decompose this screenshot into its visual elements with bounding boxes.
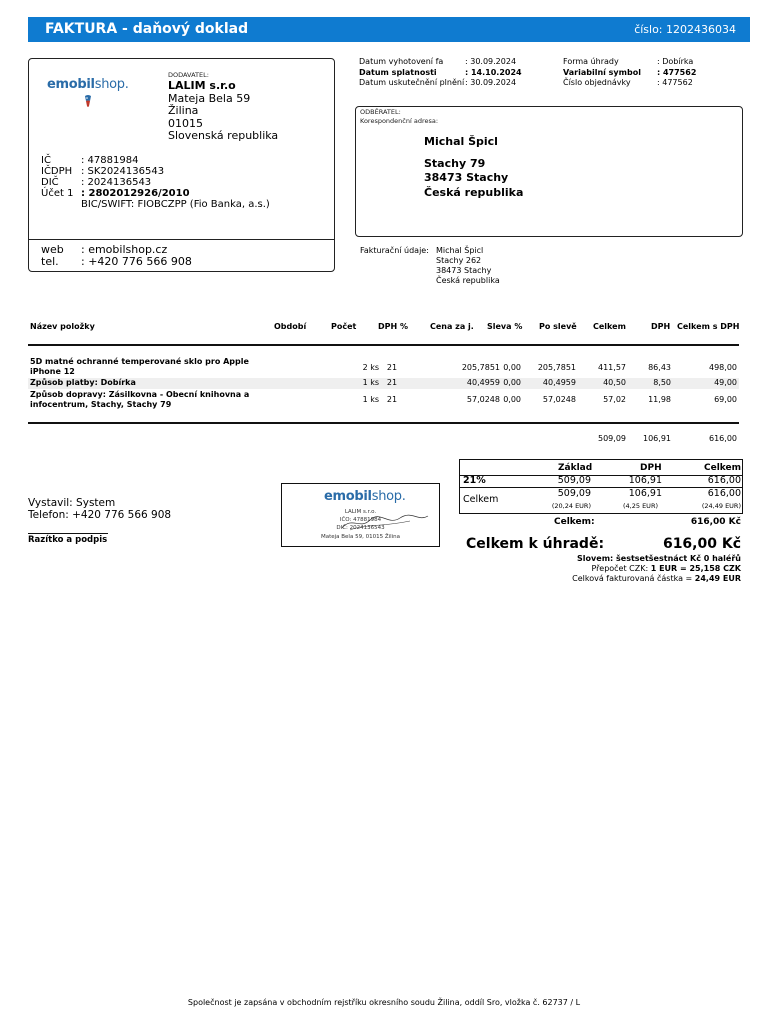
item-vat: 21 xyxy=(386,395,398,404)
table-bottom-rule xyxy=(28,422,739,424)
table-row xyxy=(28,378,739,389)
vat-sum-label: Celkem xyxy=(463,494,499,505)
sum-total: 509,09 xyxy=(598,434,626,443)
col-discount: Sleva % xyxy=(487,322,523,331)
date-row: Datum uskutečnění plnění: 30.09.2024 xyxy=(359,78,517,87)
customer-city: 38473 Stachy xyxy=(424,171,509,184)
sum-dph: 106,91 xyxy=(643,434,671,443)
invoice-title: FAKTURA - daňový doklad xyxy=(45,21,249,37)
logo-wordmark: emobilshop. xyxy=(47,77,129,92)
col-after: Po slevě xyxy=(539,322,577,331)
item-qty: 1 ks xyxy=(362,395,379,404)
exchange-rate: Přepočet CZK: 1 EUR = 25,158 CZK xyxy=(591,564,741,573)
item-after: 40,4959 xyxy=(542,378,576,387)
vat-header-dph: DPH xyxy=(640,463,662,473)
payment-row: Forma úhrady : Dobírka xyxy=(563,57,694,66)
col-qty: Počet xyxy=(331,322,357,331)
item-dph: 8,50 xyxy=(653,378,671,387)
item-after: 57,0248 xyxy=(542,395,576,404)
supplier-swift: BIC/SWIFT: FIOBCZPP (Fio Banka, a.s.) xyxy=(81,199,270,210)
vat-eur-dph: (4,25 EUR) xyxy=(623,502,658,510)
item-total: 57,02 xyxy=(603,395,626,404)
vat-sum-total: 616,00 xyxy=(707,488,741,499)
col-total: Celkem xyxy=(593,322,626,331)
stamp-logo-wordmark: emobilshop. xyxy=(324,489,406,504)
col-price: Cena za j. xyxy=(430,322,474,331)
billing-line: Stachy 262 xyxy=(436,256,482,265)
customer-street: Stachy 79 xyxy=(424,157,486,170)
item-discount: 0,00 xyxy=(503,363,521,372)
table-top-rule xyxy=(28,344,739,346)
table-row xyxy=(28,356,739,378)
payment-row: Variabilní symbol : 477562 xyxy=(563,67,697,77)
invoice-header-bar xyxy=(28,17,750,42)
supplier-city: Žilina xyxy=(168,104,199,117)
item-vat: 21 xyxy=(386,378,398,387)
customer-label: ODBĚRATEL: xyxy=(360,108,401,116)
vat-rate-total: 616,00 xyxy=(707,475,741,486)
payment-row: Číslo objednávky : 477562 xyxy=(563,78,693,87)
signature-scribble-icon xyxy=(340,512,430,532)
billing-line: 38473 Stachy xyxy=(436,266,492,275)
item-price: 205,7851 xyxy=(461,363,500,372)
sum-total-vat: 616,00 xyxy=(709,434,737,443)
stamp-line: IČO: 47881984 xyxy=(339,517,382,523)
stamp-line: DIČ: 2024136543 xyxy=(336,525,385,531)
col-dph: DPH xyxy=(651,322,671,331)
supplier-country: Slovenská republika xyxy=(168,129,279,142)
vat-rate-dph: 106,91 xyxy=(628,475,662,486)
customer-name: Michal Špicl xyxy=(424,135,498,148)
supplier-divider xyxy=(29,239,334,240)
item-price: 57,0248 xyxy=(466,395,500,404)
stamp-line: LALIM s.r.o. xyxy=(344,509,377,515)
billing-line: Česká republika xyxy=(436,276,500,285)
grand-total-value: 616,00 Kč xyxy=(690,517,741,527)
supplier-web: web : emobilshop.cz xyxy=(41,243,168,256)
billing-line: Michal Špicl xyxy=(436,246,484,255)
col-total-vat: Celkem s DPH xyxy=(677,322,740,331)
vat-rate-base: 509,09 xyxy=(557,475,591,486)
vat-summary-box xyxy=(459,459,743,514)
customer-country: Česká republika xyxy=(424,186,524,199)
vat-eur-total: (24,49 EUR) xyxy=(701,502,741,510)
supplier-id-row: Účet 1 : 2802012926/2010 xyxy=(41,188,190,199)
supplier-tel: tel. : +420 776 566 908 xyxy=(41,255,192,268)
col-period: Období xyxy=(274,322,307,331)
supplier-label: DODAVATEL: xyxy=(168,71,209,79)
issued-by: Vystavil: System xyxy=(28,497,116,509)
item-price: 40,4959 xyxy=(466,378,500,387)
eur-total: Celková fakturovaná částka = 24,49 EUR xyxy=(572,574,741,583)
item-name: Způsob dopravy: Zásilkovna - Obecní knihovna a infocentrum, Stachy, Stachy 79 xyxy=(30,390,250,409)
item-total: 40,50 xyxy=(603,378,626,387)
payable-label: Celkem k úhradě: xyxy=(466,536,605,552)
supplier-street: Mateja Bela 59 xyxy=(168,92,251,105)
vat-header-base: Základ xyxy=(558,463,593,473)
date-row: Datum splatnosti : 14.10.2024 xyxy=(359,67,522,77)
item-total-vat: 498,00 xyxy=(709,363,737,372)
vat-sum-dph: 106,91 xyxy=(628,488,662,499)
item-total: 411,57 xyxy=(598,363,626,372)
billing-label: Fakturační údaje: xyxy=(360,246,429,255)
customer-sublabel: Korespondenční adresa: xyxy=(360,117,439,125)
item-dph: 86,43 xyxy=(648,363,671,372)
footer-registration: Společnost je zapsána v obchodním rejstříku okresního soudu Žilina, oddíl Sro, vložka č. 62737 / L xyxy=(187,998,581,1007)
mascot-icon xyxy=(83,94,93,108)
supplier-id-row: DIČ : 2024136543 xyxy=(41,177,152,188)
amount-in-words: Slovem: šestsetšestnáct Kč 0 haléřů xyxy=(577,554,741,563)
item-name: Způsob platby: Dobírka xyxy=(30,378,136,387)
date-row: Datum vyhotovení fa : 30.09.2024 xyxy=(359,57,517,66)
company-stamp xyxy=(281,483,440,547)
billing-details xyxy=(360,246,500,286)
item-total-vat: 69,00 xyxy=(714,395,737,404)
item-discount: 0,00 xyxy=(503,378,521,387)
customer-box xyxy=(355,106,743,237)
supplier-logo xyxy=(47,77,129,108)
invoice-number: číslo: 1202436034 xyxy=(634,23,736,36)
supplier-id-row: IČDPH : SK2024136543 xyxy=(41,166,165,177)
col-name: Název položky xyxy=(30,322,95,331)
stamp-signature-label: Razítko a podpis xyxy=(28,535,108,545)
item-discount: 0,00 xyxy=(503,395,521,404)
table-row xyxy=(28,390,739,412)
invoice-dates xyxy=(359,57,522,89)
vat-header-total: Celkem xyxy=(704,463,742,473)
item-qty: 2 ks xyxy=(362,363,379,372)
vat-sum-base: 509,09 xyxy=(557,488,591,499)
vat-eur-base: (20,24 EUR) xyxy=(551,502,591,510)
item-qty: 1 ks xyxy=(362,378,379,387)
issuer-phone: Telefon: +420 776 566 908 xyxy=(28,509,172,521)
supplier-id-row: IČ : 47881984 xyxy=(41,155,139,166)
stamp-line: Mateja Bela 59, 01015 Žilina xyxy=(320,534,401,540)
supplier-box xyxy=(28,58,335,272)
stamp-logo xyxy=(324,489,406,504)
col-vat: DPH % xyxy=(378,322,408,331)
item-dph: 11,98 xyxy=(648,395,671,404)
supplier-zip: 01015 xyxy=(168,117,203,130)
supplier-name: LALIM s.r.o xyxy=(168,79,236,92)
item-after: 205,7851 xyxy=(537,363,576,372)
payable-value: 616,00 Kč xyxy=(662,536,741,552)
grand-total-label: Celkem: xyxy=(554,517,595,527)
vat-rate-label: 21% xyxy=(463,475,486,486)
item-total-vat: 49,00 xyxy=(714,378,737,387)
item-vat: 21 xyxy=(386,363,398,372)
item-name: 5D matné ochranné temperované sklo pro Apple iPhone 12 xyxy=(30,357,249,376)
payment-info xyxy=(563,57,696,89)
